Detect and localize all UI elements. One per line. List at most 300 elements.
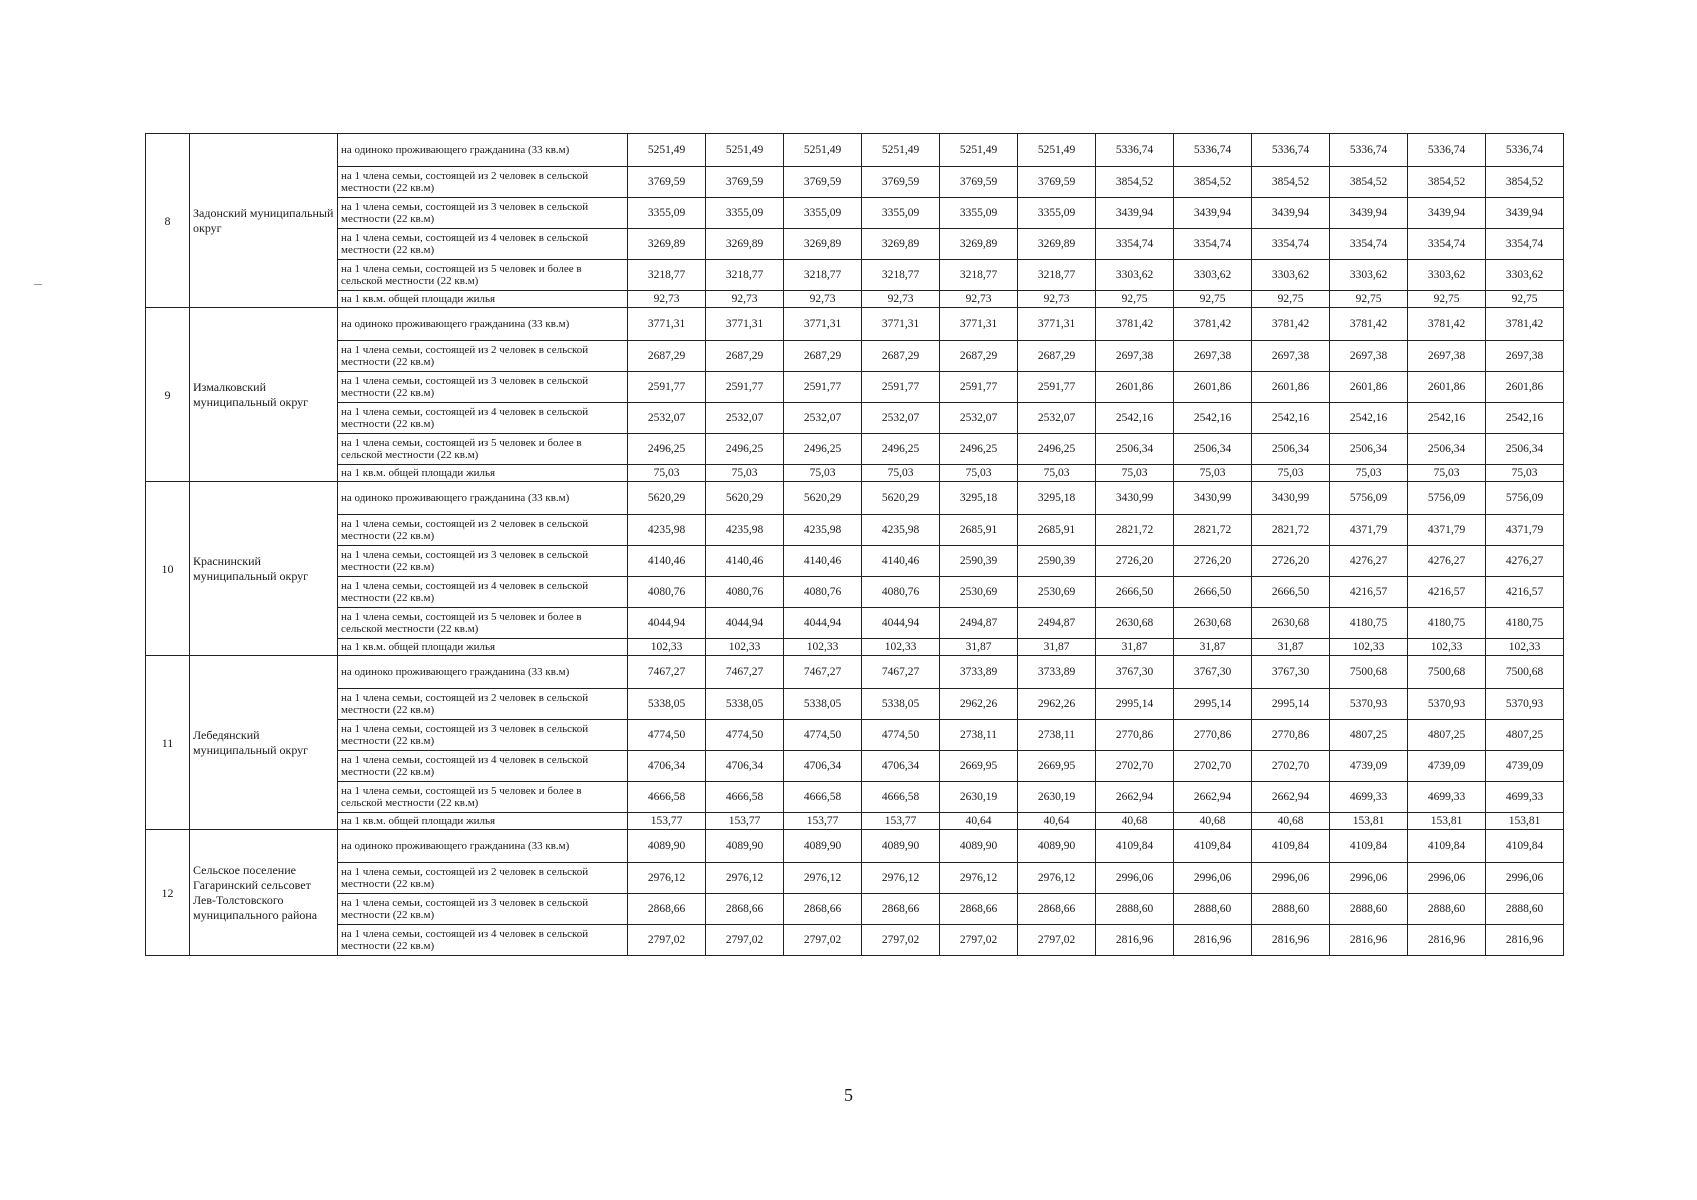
municipality-name: Задонский муниципальный округ (190, 134, 338, 308)
value-cell: 40,68 (1096, 813, 1174, 830)
value-cell: 2687,29 (628, 341, 706, 372)
category-label: на одиноко проживающего гражданина (33 кв.м) (338, 656, 628, 689)
table-row (146, 608, 1564, 639)
value-cell: 2821,72 (1096, 515, 1174, 546)
table-row (146, 372, 1564, 403)
value-cell: 4666,58 (784, 782, 862, 813)
value-cell: 5370,93 (1330, 689, 1408, 720)
table-row (146, 782, 1564, 813)
municipality-name: Лебедянский муниципальный округ (190, 656, 338, 830)
value-cell: 3439,94 (1486, 198, 1564, 229)
category-label: на 1 члена семьи, состоящей из 5 человек и более в сельской местности (22 кв.м) (338, 434, 628, 465)
value-cell: 92,73 (1018, 291, 1096, 308)
value-cell: 3439,94 (1330, 198, 1408, 229)
value-cell: 2868,66 (784, 894, 862, 925)
value-cell: 2685,91 (1018, 515, 1096, 546)
value-cell: 7500,68 (1408, 656, 1486, 689)
value-cell: 2601,86 (1252, 372, 1330, 403)
value-cell: 2976,12 (784, 863, 862, 894)
value-cell: 3733,89 (940, 656, 1018, 689)
category-label: на 1 члена семьи, состоящей из 2 человек в сельской местности (22 кв.м) (338, 167, 628, 198)
table-row (146, 434, 1564, 465)
value-cell: 2532,07 (784, 403, 862, 434)
value-cell: 5756,09 (1330, 482, 1408, 515)
value-cell: 5251,49 (1018, 134, 1096, 167)
value-cell: 2888,60 (1408, 894, 1486, 925)
category-label: на 1 члена семьи, состоящей из 2 человек в сельской местности (22 кв.м) (338, 515, 628, 546)
category-label: на 1 члена семьи, состоящей из 3 человек в сельской местности (22 кв.м) (338, 372, 628, 403)
category-label: на 1 члена семьи, состоящей из 4 человек в сельской местности (22 кв.м) (338, 403, 628, 434)
value-cell: 2687,29 (706, 341, 784, 372)
value-cell: 2666,50 (1096, 577, 1174, 608)
value-cell: 3769,59 (862, 167, 940, 198)
value-cell: 2630,19 (1018, 782, 1096, 813)
value-cell: 2542,16 (1486, 403, 1564, 434)
value-cell: 2738,11 (1018, 720, 1096, 751)
value-cell: 3439,94 (1252, 198, 1330, 229)
value-cell: 4180,75 (1408, 608, 1486, 639)
value-cell: 3439,94 (1096, 198, 1174, 229)
value-cell: 2666,50 (1174, 577, 1252, 608)
value-cell: 2666,50 (1252, 577, 1330, 608)
value-cell: 3303,62 (1408, 260, 1486, 291)
value-cell: 2496,25 (940, 434, 1018, 465)
value-cell: 5756,09 (1486, 482, 1564, 515)
value-cell: 3218,77 (628, 260, 706, 291)
value-cell: 4235,98 (784, 515, 862, 546)
table-row (146, 863, 1564, 894)
value-cell: 5370,93 (1408, 689, 1486, 720)
category-label: на 1 члена семьи, состоящей из 3 человек в сельской местности (22 кв.м) (338, 546, 628, 577)
value-cell: 4140,46 (784, 546, 862, 577)
value-cell: 4044,94 (784, 608, 862, 639)
value-cell: 75,03 (1018, 465, 1096, 482)
value-cell: 2697,38 (1252, 341, 1330, 372)
value-cell: 2797,02 (940, 925, 1018, 956)
value-cell: 4109,84 (1252, 830, 1330, 863)
value-cell: 3767,30 (1252, 656, 1330, 689)
value-cell: 92,73 (784, 291, 862, 308)
value-cell: 5370,93 (1486, 689, 1564, 720)
value-cell: 3767,30 (1096, 656, 1174, 689)
category-label: на 1 члена семьи, состоящей из 4 человек в сельской местности (22 кв.м) (338, 229, 628, 260)
value-cell: 2726,20 (1252, 546, 1330, 577)
value-cell: 2687,29 (1018, 341, 1096, 372)
value-cell: 2888,60 (1486, 894, 1564, 925)
value-cell: 7467,27 (706, 656, 784, 689)
value-cell: 5620,29 (628, 482, 706, 515)
value-cell: 2630,68 (1096, 608, 1174, 639)
value-cell: 2995,14 (1252, 689, 1330, 720)
value-cell: 3354,74 (1096, 229, 1174, 260)
value-cell: 2726,20 (1174, 546, 1252, 577)
value-cell: 4089,90 (940, 830, 1018, 863)
value-cell: 2868,66 (1018, 894, 1096, 925)
value-cell: 75,03 (1408, 465, 1486, 482)
table-row (146, 403, 1564, 434)
value-cell: 153,81 (1486, 813, 1564, 830)
value-cell: 5338,05 (862, 689, 940, 720)
value-cell: 4276,27 (1330, 546, 1408, 577)
value-cell: 2687,29 (862, 341, 940, 372)
value-cell: 2702,70 (1252, 751, 1330, 782)
value-cell: 4216,57 (1330, 577, 1408, 608)
value-cell: 4235,98 (862, 515, 940, 546)
value-cell: 2630,68 (1174, 608, 1252, 639)
table-row (146, 198, 1564, 229)
value-cell: 3355,09 (784, 198, 862, 229)
value-cell: 3854,52 (1174, 167, 1252, 198)
value-cell: 75,03 (628, 465, 706, 482)
value-cell: 2702,70 (1096, 751, 1174, 782)
value-cell: 3854,52 (1408, 167, 1486, 198)
value-cell: 2816,96 (1486, 925, 1564, 956)
value-cell: 102,33 (1408, 639, 1486, 656)
value-cell: 4109,84 (1174, 830, 1252, 863)
value-cell: 40,68 (1252, 813, 1330, 830)
value-cell: 2797,02 (628, 925, 706, 956)
value-cell: 5756,09 (1408, 482, 1486, 515)
value-cell: 2868,66 (940, 894, 1018, 925)
value-cell: 4109,84 (1330, 830, 1408, 863)
value-cell: 4371,79 (1408, 515, 1486, 546)
value-cell: 3733,89 (1018, 656, 1096, 689)
value-cell: 2868,66 (706, 894, 784, 925)
value-cell: 92,73 (862, 291, 940, 308)
value-cell: 2995,14 (1174, 689, 1252, 720)
category-label: на одиноко проживающего гражданина (33 кв.м) (338, 482, 628, 515)
table-row (146, 751, 1564, 782)
value-cell: 2496,25 (628, 434, 706, 465)
value-cell: 2542,16 (1330, 403, 1408, 434)
value-cell: 4276,27 (1408, 546, 1486, 577)
row-number: 12 (146, 830, 190, 956)
value-cell: 2532,07 (706, 403, 784, 434)
value-cell: 2888,60 (1096, 894, 1174, 925)
value-cell: 3854,52 (1330, 167, 1408, 198)
value-cell: 4807,25 (1486, 720, 1564, 751)
value-cell: 4109,84 (1408, 830, 1486, 863)
value-cell: 2770,86 (1096, 720, 1174, 751)
value-cell: 2532,07 (1018, 403, 1096, 434)
value-cell: 2532,07 (628, 403, 706, 434)
value-cell: 2630,68 (1252, 608, 1330, 639)
value-cell: 92,75 (1330, 291, 1408, 308)
value-cell: 2662,94 (1096, 782, 1174, 813)
value-cell: 4699,33 (1486, 782, 1564, 813)
value-cell: 5338,05 (706, 689, 784, 720)
value-cell: 3295,18 (940, 482, 1018, 515)
value-cell: 2542,16 (1174, 403, 1252, 434)
value-cell: 2494,87 (940, 608, 1018, 639)
value-cell: 3269,89 (1018, 229, 1096, 260)
value-cell: 7467,27 (628, 656, 706, 689)
municipality-name: Краснинский муниципальный округ (190, 482, 338, 656)
value-cell: 2496,25 (1018, 434, 1096, 465)
value-cell: 31,87 (1252, 639, 1330, 656)
value-cell: 3769,59 (1018, 167, 1096, 198)
table-body (146, 134, 1564, 956)
value-cell: 2685,91 (940, 515, 1018, 546)
value-cell: 3355,09 (940, 198, 1018, 229)
value-cell: 3218,77 (940, 260, 1018, 291)
value-cell: 2496,25 (784, 434, 862, 465)
value-cell: 4666,58 (862, 782, 940, 813)
municipality-name: Измалковский муниципальный округ (190, 308, 338, 482)
value-cell: 4216,57 (1486, 577, 1564, 608)
value-cell: 3769,59 (940, 167, 1018, 198)
value-cell: 2962,26 (940, 689, 1018, 720)
value-cell: 92,73 (628, 291, 706, 308)
row-number: 9 (146, 308, 190, 482)
rates-table (145, 133, 1564, 956)
page-number: 5 (844, 1085, 853, 1105)
value-cell: 2996,06 (1330, 863, 1408, 894)
value-cell: 75,03 (1330, 465, 1408, 482)
value-cell: 2542,16 (1096, 403, 1174, 434)
category-label: на одиноко проживающего гражданина (33 кв.м) (338, 134, 628, 167)
value-cell: 2726,20 (1096, 546, 1174, 577)
category-label: на одиноко проживающего гражданина (33 кв.м) (338, 830, 628, 863)
value-cell: 3430,99 (1096, 482, 1174, 515)
value-cell: 4807,25 (1408, 720, 1486, 751)
value-cell: 2821,72 (1252, 515, 1330, 546)
value-cell: 2996,06 (1174, 863, 1252, 894)
value-cell: 3854,52 (1486, 167, 1564, 198)
category-label: на 1 члена семьи, состоящей из 4 человек в сельской местности (22 кв.м) (338, 925, 628, 956)
table-row (146, 720, 1564, 751)
value-cell: 4739,09 (1330, 751, 1408, 782)
value-cell: 2532,07 (940, 403, 1018, 434)
table-row (146, 482, 1564, 515)
value-cell: 4706,34 (784, 751, 862, 782)
value-cell: 4235,98 (628, 515, 706, 546)
value-cell: 2687,29 (940, 341, 1018, 372)
table-row (146, 515, 1564, 546)
table-row (146, 830, 1564, 863)
value-cell: 2888,60 (1252, 894, 1330, 925)
value-cell: 2590,39 (1018, 546, 1096, 577)
value-cell: 31,87 (1174, 639, 1252, 656)
value-cell: 3430,99 (1174, 482, 1252, 515)
value-cell: 31,87 (1096, 639, 1174, 656)
value-cell: 102,33 (862, 639, 940, 656)
value-cell: 3771,31 (706, 308, 784, 341)
value-cell: 4080,76 (628, 577, 706, 608)
value-cell: 2591,77 (1018, 372, 1096, 403)
value-cell: 4666,58 (628, 782, 706, 813)
value-cell: 92,75 (1252, 291, 1330, 308)
value-cell: 4044,94 (628, 608, 706, 639)
value-cell: 153,77 (784, 813, 862, 830)
value-cell: 4276,27 (1486, 546, 1564, 577)
value-cell: 2868,66 (862, 894, 940, 925)
value-cell: 3269,89 (940, 229, 1018, 260)
value-cell: 3355,09 (862, 198, 940, 229)
value-cell: 4080,76 (862, 577, 940, 608)
value-cell: 2816,96 (1252, 925, 1330, 956)
value-cell: 4807,25 (1330, 720, 1408, 751)
value-cell: 3439,94 (1174, 198, 1252, 229)
value-cell: 4089,90 (706, 830, 784, 863)
table-row (146, 546, 1564, 577)
value-cell: 2506,34 (1330, 434, 1408, 465)
value-cell: 2669,95 (1018, 751, 1096, 782)
value-cell: 102,33 (1330, 639, 1408, 656)
value-cell: 102,33 (784, 639, 862, 656)
table-row (146, 656, 1564, 689)
value-cell: 5336,74 (1096, 134, 1174, 167)
value-cell: 4080,76 (784, 577, 862, 608)
value-cell: 4774,50 (784, 720, 862, 751)
value-cell: 75,03 (1252, 465, 1330, 482)
value-cell: 4371,79 (1330, 515, 1408, 546)
value-cell: 4089,90 (862, 830, 940, 863)
category-label: на 1 члена семьи, состоящей из 3 человек в сельской местности (22 кв.м) (338, 720, 628, 751)
value-cell: 3303,62 (1330, 260, 1408, 291)
value-cell: 3355,09 (628, 198, 706, 229)
value-cell: 92,75 (1096, 291, 1174, 308)
value-cell: 75,03 (706, 465, 784, 482)
value-cell: 3218,77 (862, 260, 940, 291)
value-cell: 4180,75 (1486, 608, 1564, 639)
value-cell: 2868,66 (628, 894, 706, 925)
value-cell: 31,87 (1018, 639, 1096, 656)
value-cell: 3218,77 (1018, 260, 1096, 291)
table-row (146, 894, 1564, 925)
value-cell: 4140,46 (628, 546, 706, 577)
category-label: на 1 члена семьи, состоящей из 5 человек и более в сельской местности (22 кв.м) (338, 608, 628, 639)
value-cell: 3781,42 (1096, 308, 1174, 341)
value-cell: 2797,02 (1018, 925, 1096, 956)
value-cell: 5336,74 (1330, 134, 1408, 167)
value-cell: 92,73 (940, 291, 1018, 308)
value-cell: 7467,27 (784, 656, 862, 689)
value-cell: 3854,52 (1096, 167, 1174, 198)
table-row (146, 291, 1564, 308)
value-cell: 2662,94 (1252, 782, 1330, 813)
value-cell: 2816,96 (1174, 925, 1252, 956)
value-cell: 3303,62 (1096, 260, 1174, 291)
value-cell: 2542,16 (1252, 403, 1330, 434)
value-cell: 5251,49 (628, 134, 706, 167)
value-cell: 2669,95 (940, 751, 1018, 782)
value-cell: 2976,12 (940, 863, 1018, 894)
value-cell: 3269,89 (862, 229, 940, 260)
value-cell: 2591,77 (784, 372, 862, 403)
value-cell: 31,87 (940, 639, 1018, 656)
value-cell: 2496,25 (862, 434, 940, 465)
value-cell: 5251,49 (940, 134, 1018, 167)
table-row (146, 925, 1564, 956)
value-cell: 4089,90 (628, 830, 706, 863)
value-cell: 2738,11 (940, 720, 1018, 751)
value-cell: 2996,06 (1096, 863, 1174, 894)
value-cell: 7500,68 (1486, 656, 1564, 689)
value-cell: 5620,29 (862, 482, 940, 515)
value-cell: 2590,39 (940, 546, 1018, 577)
value-cell: 2591,77 (628, 372, 706, 403)
value-cell: 2976,12 (1018, 863, 1096, 894)
category-label: на 1 кв.м. общей площади жилья (338, 291, 628, 308)
table-row (146, 639, 1564, 656)
value-cell: 153,81 (1408, 813, 1486, 830)
category-label: на 1 члена семьи, состоящей из 3 человек в сельской местности (22 кв.м) (338, 198, 628, 229)
value-cell: 2591,77 (940, 372, 1018, 403)
value-cell: 3781,42 (1252, 308, 1330, 341)
value-cell: 4699,33 (1408, 782, 1486, 813)
table-row (146, 813, 1564, 830)
value-cell: 2962,26 (1018, 689, 1096, 720)
value-cell: 40,64 (1018, 813, 1096, 830)
value-cell: 3781,42 (1330, 308, 1408, 341)
category-label: на 1 члена семьи, состоящей из 2 человек в сельской местности (22 кв.м) (338, 341, 628, 372)
value-cell: 153,77 (706, 813, 784, 830)
value-cell: 2496,25 (706, 434, 784, 465)
value-cell: 4109,84 (1096, 830, 1174, 863)
value-cell: 40,68 (1174, 813, 1252, 830)
value-cell: 4706,34 (628, 751, 706, 782)
value-cell: 2770,86 (1174, 720, 1252, 751)
value-cell: 92,75 (1486, 291, 1564, 308)
value-cell: 5251,49 (862, 134, 940, 167)
value-cell: 5336,74 (1486, 134, 1564, 167)
value-cell: 3781,42 (1174, 308, 1252, 341)
value-cell: 4140,46 (706, 546, 784, 577)
value-cell: 5620,29 (784, 482, 862, 515)
value-cell: 4774,50 (628, 720, 706, 751)
value-cell: 2530,69 (1018, 577, 1096, 608)
value-cell: 2996,06 (1252, 863, 1330, 894)
category-label: на 1 члена семьи, состоящей из 2 человек в сельской местности (22 кв.м) (338, 689, 628, 720)
value-cell: 5338,05 (628, 689, 706, 720)
value-cell: 2996,06 (1408, 863, 1486, 894)
value-cell: 2591,77 (706, 372, 784, 403)
value-cell: 2601,86 (1330, 372, 1408, 403)
value-cell: 4706,34 (862, 751, 940, 782)
value-cell: 3771,31 (862, 308, 940, 341)
value-cell: 5336,74 (1408, 134, 1486, 167)
value-cell: 4140,46 (862, 546, 940, 577)
value-cell: 102,33 (706, 639, 784, 656)
value-cell: 3218,77 (784, 260, 862, 291)
table-row (146, 465, 1564, 482)
value-cell: 3781,42 (1408, 308, 1486, 341)
value-cell: 2601,86 (1486, 372, 1564, 403)
value-cell: 3269,89 (706, 229, 784, 260)
value-cell: 2697,38 (1174, 341, 1252, 372)
value-cell: 4666,58 (706, 782, 784, 813)
value-cell: 2506,34 (1408, 434, 1486, 465)
value-cell: 3771,31 (1018, 308, 1096, 341)
value-cell: 3354,74 (1486, 229, 1564, 260)
table-row (146, 134, 1564, 167)
category-label: на 1 члена семьи, состоящей из 4 человек в сельской местности (22 кв.м) (338, 751, 628, 782)
value-cell: 4739,09 (1408, 751, 1486, 782)
value-cell: 102,33 (1486, 639, 1564, 656)
table-row (146, 689, 1564, 720)
value-cell: 92,75 (1174, 291, 1252, 308)
value-cell: 2591,77 (862, 372, 940, 403)
value-cell: 3854,52 (1252, 167, 1330, 198)
value-cell: 2770,86 (1252, 720, 1330, 751)
category-label: на 1 члена семьи, состоящей из 4 человек в сельской местности (22 кв.м) (338, 577, 628, 608)
value-cell: 2697,38 (1330, 341, 1408, 372)
value-cell: 3354,74 (1252, 229, 1330, 260)
value-cell: 2532,07 (862, 403, 940, 434)
value-cell: 2816,96 (1408, 925, 1486, 956)
category-label: на 1 кв.м. общей площади жилья (338, 639, 628, 656)
